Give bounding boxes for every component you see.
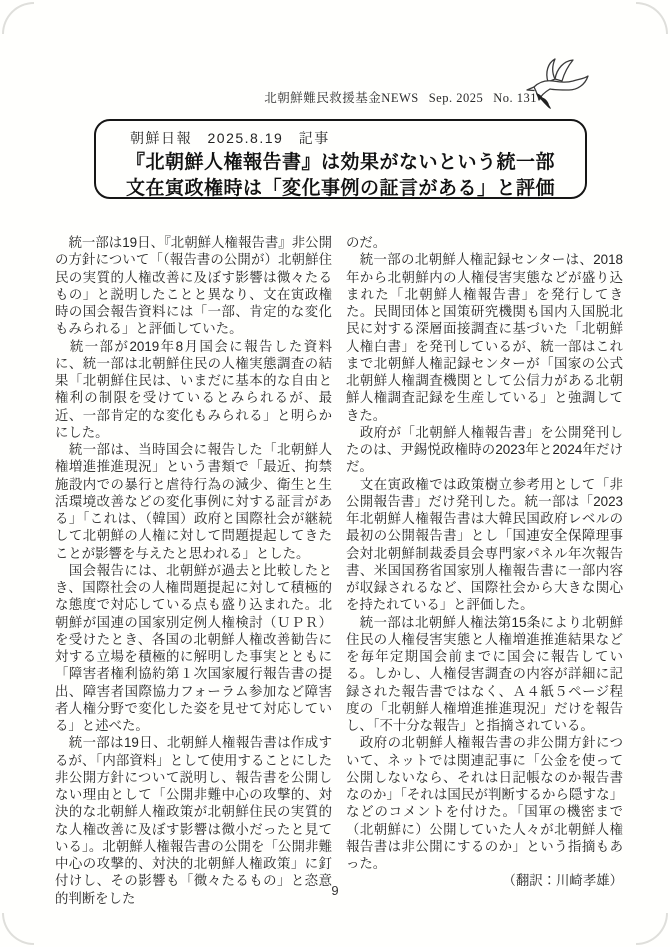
issue-number: No. 131 <box>493 91 537 105</box>
scan-corner-artifact <box>636 2 668 34</box>
article-headline-line1: 『北朝鮮人権報告書』は効果がないという統一部 <box>125 152 555 173</box>
issue-date: Sep. 2025 <box>428 91 484 105</box>
body-paragraph: 政府が「北朝鮮人権報告書」を公開発刊したのは、尹錫悦政権時の2023年と2024年だけだ。 <box>346 424 623 475</box>
body-paragraph: 統一部は19日、『北朝鮮人権報告書』非公開の方針について「（報告書の公開が）北朝鮮住民の実質的人権改善に及ぼす影響は微々たるもの」と説明したことと異なり、文在寅政権時の国会報告資料には「一部、肯定的な変化もみられる」と評価していた。 <box>55 235 332 337</box>
scan-corner-artifact <box>636 913 668 945</box>
body-paragraph: 統一部は19日、北朝鮮人権報告書は作成するが、「内部資料」として使用することにした非公開方針について説明し、報告書を公開しない理由として「公開非難中心の攻撃的、対決的な北朝鮮人権政策が北朝鮮住民の実質的な人権改善に及ぼす影響は微小だったと見ている」。北朝鮮人権報告書の公開を「公開非難中心の攻撃的、対決的北朝鮮人権政策」に釘付けし、その影響も「微々たるもの」と恣意的判断をした <box>55 735 332 906</box>
body-paragraph: 統一部は北朝鮮人権法第15条により北朝鮮住民の人権侵害実態と人権増進推進結果などを毎年定期国会前までに国会に報告している。しかし、人権侵害調査の内容が詳細に記録された報告書ではなく、Ａ４紙５ページ程度の「北朝鮮人権増進推進現況」だけを報告し、「不十分な報告」と指摘されている。 <box>346 614 623 733</box>
page-number: 9 <box>331 883 339 898</box>
body-paragraph: 政府の北朝鮮人権報告書の非公開方針について、ネットでは関連記事に「公金を使って公開しないなら、それは日記帳なのか報告書なのか」「それは国民が判断するから隠すな」などのコメントを付けた。「国軍の機密まで（北朝鮮に）公開していた人々が北朝鮮人権報告書は非公開にするのか」という指摘もあった。 <box>346 735 623 871</box>
body-paragraph: 統一部は、当時国会に報告した「北朝鮮人権増進推進現況」という書類で「最近、拘禁施設内での暴行と虐待行為の減少、衛生と生活環境改善などの変化事例に対する証言がある」「これは、（韓国）政府と国際社会が継続して北朝鮮の人権に対して問題提起してきたことが影響を与えたと思われる」とした。 <box>55 442 332 561</box>
newsletter-title: 北朝鮮難民救援基金NEWS <box>264 91 419 105</box>
article-right-column <box>346 234 623 907</box>
scan-corner-artifact <box>2 913 34 945</box>
dove-olive-branch-icon <box>524 56 590 114</box>
body-paragraph: 国会報告には、北朝鮮が過去と比較したとき、国際社会の人権問題提起に対して積極的な態度で対応している点も盛り込まれた。北朝鮮が国連の国家別定例人権検討（ＵＰＲ）を受けたとき、各国の北朝鮮人権改善勧告に対する立場を積極的に解明した事実とともに「障害者権利協約第１次国家履行報告書の提出、障害者国際協力フォーラム参加など障害者人権分野で変化した姿を見せて対応している」と述べた。 <box>55 562 332 733</box>
body-paragraph: （翻訳：川崎孝雄） <box>502 873 623 889</box>
article-source-line: 朝鮮日報 2025.8.19 記事 <box>130 130 330 146</box>
scan-corner-artifact <box>2 2 34 34</box>
article-body <box>55 234 623 907</box>
article-headline-line2: 文在寅政権時は「変化事例の証言がある」と評価 <box>125 178 555 199</box>
masthead <box>264 88 537 106</box>
article-left-column <box>55 234 332 907</box>
body-paragraph: 統一部の北朝鮮人権記録センターは、2018年から北朝鮮内の人権侵害実態などが盛り込まれた「北朝鮮人権報告書」を発行してきた。民間団体と国策研究機関も国内入国脱北民に対する深層面接調査に基づいた「北朝鮮人権白書」を発刊しているが、統一部はこれまで北朝鮮人権記録センターが「国家の公式北朝鮮人権調査機関として公信力がある北朝鮮人権調査記録を生産している」と強調してきた。 <box>346 252 623 423</box>
body-paragraph: 文在寅政権では政策樹立参考用として「非公開報告書」だけ発刊した。統一部は「2023年北朝鮮人権報告書は大韓民国政府レベルの最初の公開報告書」とし「国連安全保障理事会対北朝鮮制裁委員会専門家パネル年次報告書、米国国務省国家別人権報告書に一部内容が収録されるなど、国際社会から大きな関心を持たれている」と評価した。 <box>346 476 623 613</box>
article-headline-box <box>94 119 587 199</box>
body-paragraph: 統一部が2019年8月国会に報告した資料に、統一部は北朝鮮住民の人権実態調査の結果「北朝鮮住民は、いまだに基本的な自由と権利の制限を受けているとみられるが、最近、一部肯定的な変化もみられる」と明らかにした。 <box>55 338 332 440</box>
body-paragraph: のだ。 <box>346 235 387 250</box>
